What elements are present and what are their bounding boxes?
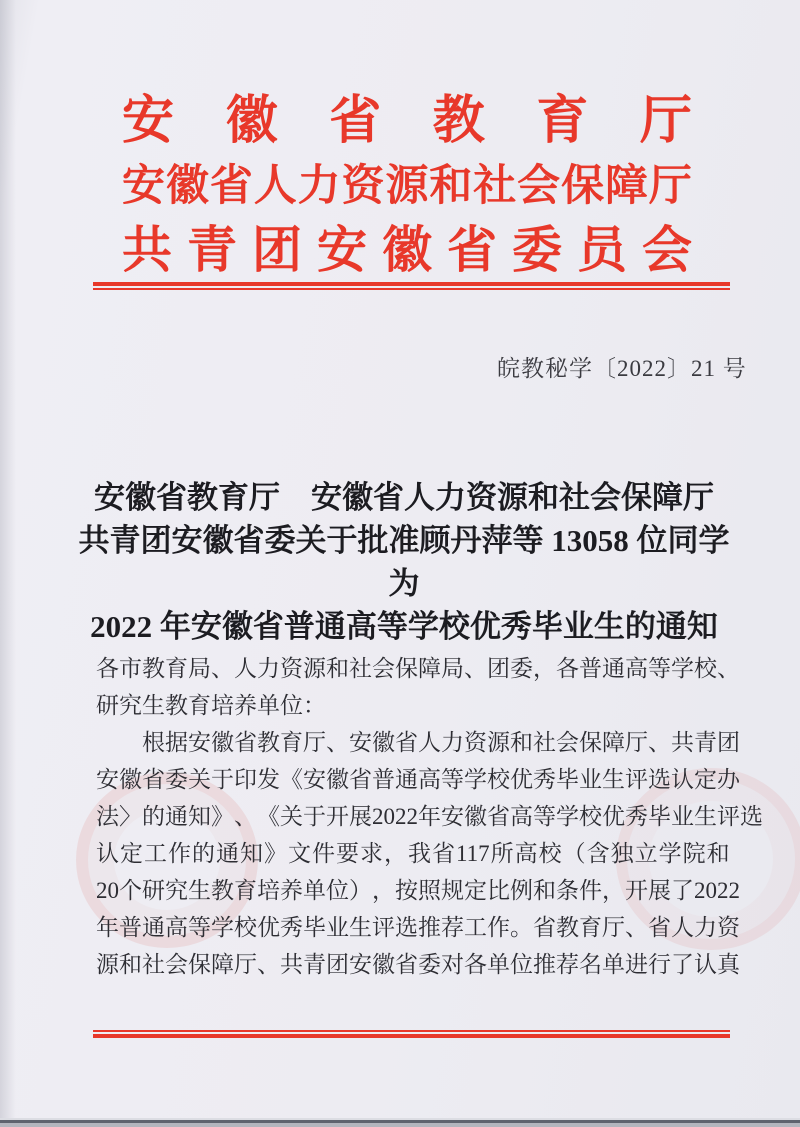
body-line: 各 市 教 育 局 、 人 力 资 源 和 社 会 保 障 局 、 团 委 ， 各 普 通 高 等 学 校 、 [96, 656, 740, 681]
letterhead-org-line-3: 共 青 团 安 徽 省 委 员 会 [122, 222, 692, 278]
letterhead-org-line-1: 安 徽 省 教 育 厅 [122, 93, 692, 150]
doc-number: 皖教秘学〔2022〕21 号 [497, 356, 747, 381]
title-line-3: 2022 年安徽省普通高等学校优秀毕业生的通知 [90, 609, 718, 644]
body-line: 安 徽 省 委 关 于 印 发 《 安 徽 省 普 通 高 等 学 校 优 秀 毕 业 生 评 选 认 定 办 [96, 767, 740, 792]
footer-red-divider [93, 1030, 730, 1038]
page-edge-left [0, 0, 16, 1127]
body-line: 研究生教育培养单位： [96, 693, 326, 718]
notice-title [78, 476, 730, 648]
letterhead-org-line-2: 安 徽 省 人 力 资 源 和 社 会 保 障 厅 [122, 163, 692, 210]
body-text [96, 650, 763, 983]
page-edge-bottom [0, 1118, 800, 1127]
body-line: 源 和 社 会 保 障 厅 、 共 青 团 安 徽 省 委 对 各 单 位 推 荐 名 单 进 行 了 认 真 [96, 952, 740, 977]
title-line-2: 共青团安徽省委关于批准顾丹萍等 13058 位同学为 [78, 523, 730, 601]
body-line: 年 普 通 高 等 学 校 优 秀 毕 业 生 评 选 推 荐 工 作 。 省 教 育 厅 、 省 人 力 资 [96, 915, 740, 940]
header-red-divider [93, 282, 730, 290]
body-line: 法 〉 的 通 知 》 、 《 关 于 开 展 2022 年 安 徽 省 高 等 学 校 优 秀 毕 业 生 评 选 [96, 804, 763, 829]
body-line: 认 定 工 作 的 通 知 》 文 件 要 求 ， 我 省 117 所 高 校 （ 含 独 立 学 院 和 [96, 841, 730, 866]
body-line: 根 据 安 徽 省 教 育 厅 、 安 徽 省 人 力 资 源 和 社 会 保 障 厅 、 共 青 团 [142, 730, 740, 755]
body-line: 20 个 研 究 生 教 育 培 养 单 位 ） ， 按 照 规 定 比 例 和 条 件 ， 开 展 了 2022 [96, 878, 740, 903]
title-line-1: 安徽省教育厅 安徽省人力资源和社会保障厅 [94, 480, 714, 515]
